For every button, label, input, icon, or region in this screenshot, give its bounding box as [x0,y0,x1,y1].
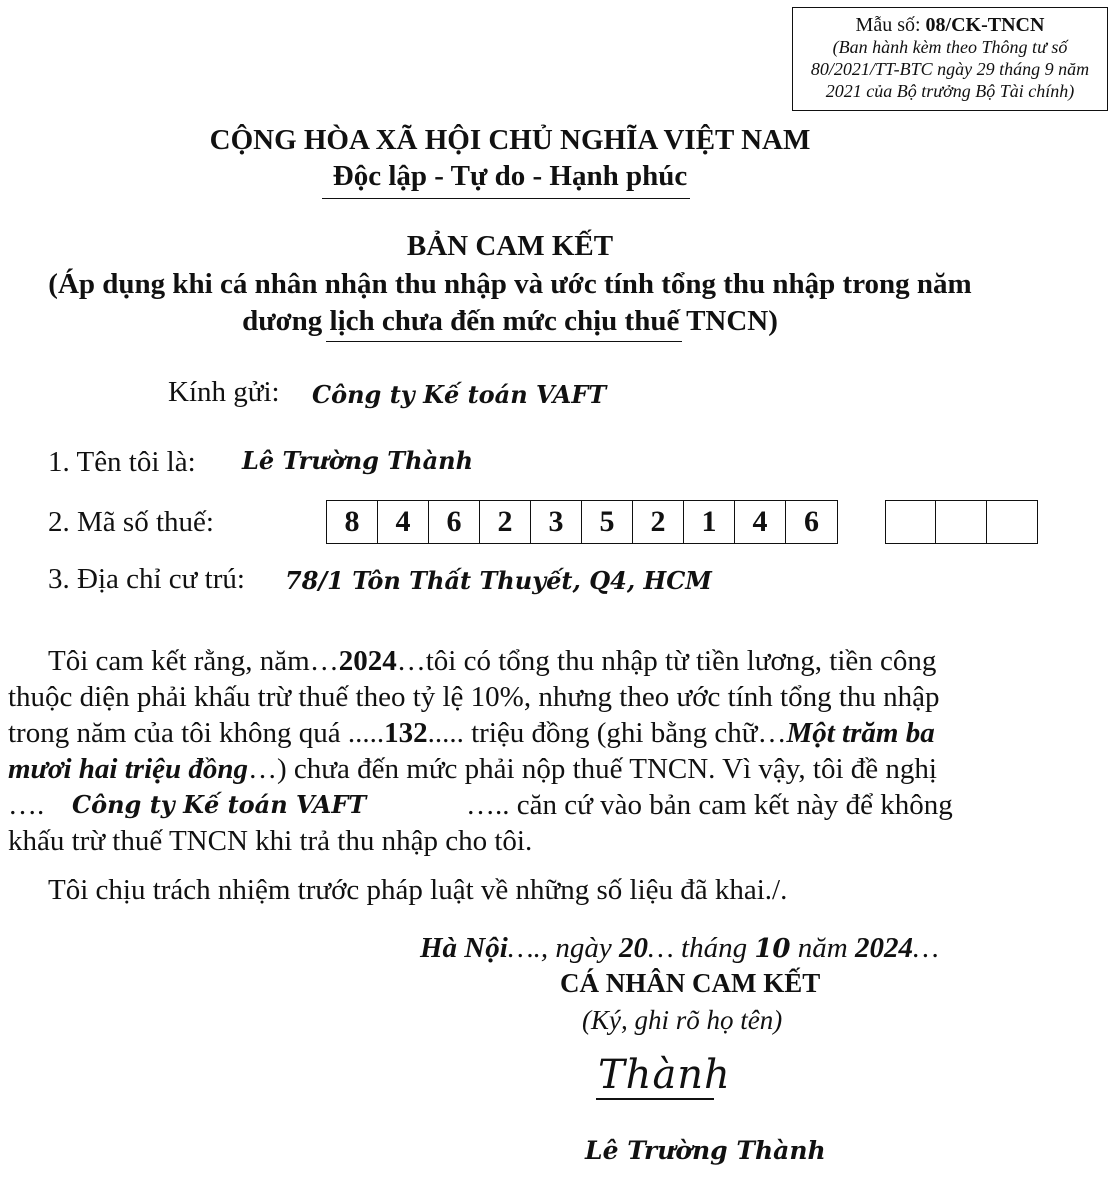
tax-digit-box[interactable]: 2 [633,501,684,543]
tax-digit-box[interactable]: 6 [429,501,480,543]
tax-digit-box[interactable]: 6 [804,505,819,538]
place-name[interactable]: Hà Nội [420,932,508,964]
commitment-company[interactable]: Công ty Kế toán VAFT [72,790,367,819]
amount-words-part2[interactable]: mươi hai triệu đồng [8,753,249,785]
tax-digit-empty-box[interactable] [936,501,986,543]
address-label: 3. Địa chỉ cư trú: [48,563,245,595]
tax-digit-box[interactable]: 2 [480,501,531,543]
date-year[interactable]: 2024 [854,932,913,964]
signature-underline [596,1098,714,1100]
tax-digit-box[interactable]: 3 [531,501,582,543]
commitment-line1: Tôi cam kết rằng, năm…2024…tôi có tổng thu nhập từ tiền lương, tiền công [48,645,937,677]
signer-name[interactable]: Lê Trường Thành [585,1136,826,1165]
motto-underline [322,198,690,199]
nation-heading: CỘNG HÒA XÃ HỘI CHỦ NGHĨA VIỆT NAM [209,124,811,156]
form-code-value: 08/CK-TNCN [925,14,1045,36]
tax-digit-empty-box[interactable] [987,501,1037,543]
commitment-line4: mươi hai triệu đồng…) chưa đến mức phải nộp thuế TNCN. Vì vậy, tôi đề nghị [8,753,937,785]
amount-words-part1[interactable]: Một trăm ba [786,717,935,749]
responsibility-statement: Tôi chịu trách nhiệm trước pháp luật về những số liệu đã khai./. [48,874,788,906]
commitment-line2: thuộc diện phải khấu trừ thuế theo tỷ lệ 10%, nhưng theo ước tính tổng thu nhập [8,681,940,713]
tax-digit-box[interactable]: 5 [582,501,633,543]
tax-code-extra-boxes[interactable] [885,500,1038,544]
document-title: BẢN CAM KẾT [406,230,614,262]
tax-digit-box[interactable]: 8 [327,501,378,543]
commitment-line5-end: ….. căn cứ vào bản cam kết này để không [466,789,953,821]
document-subtitle-line1: (Áp dụng khi cá nhân nhận thu nhập và ước tính tổng thu nhập trong năm [48,268,972,300]
commitment-line3: trong năm của tôi không quá .....132..... triệu đồng (ghi bằng chữ…Một trăm ba [8,717,935,749]
date-day[interactable]: 20 [618,932,648,964]
form-code: Mẫu số: 08/CK-TNCN [855,14,1045,36]
sign-instruction: (Ký, ghi rõ họ tên) [582,1005,783,1035]
tax-code-label: 2. Mã số thuế: [48,506,214,538]
signer-role: CÁ NHÂN CAM KẾT [560,968,821,998]
motto-heading: Độc lập - Tự do - Hạnh phúc [332,160,688,192]
address-value[interactable]: 78/1 Tôn Thất Thuyết, Q4, HCM [285,566,712,595]
document-subtitle-line2: dương lịch chưa đến mức chịu thuế TNCN) [242,305,778,337]
handwritten-signature: Thành [598,1052,731,1098]
commitment-year[interactable]: 2024 [338,645,397,677]
form-note-line3: 2021 của Bộ trưởng Bộ Tài chính) [825,81,1075,101]
place-date-line: Hà Nội…., ngày 20… tháng 10 năm 2024… [420,932,939,964]
commitment-line6: khấu trừ thuế TNCN khi trả thu nhập cho tôi. [8,825,533,857]
recipient-label: Kính gửi: [168,376,280,408]
tax-digit-box[interactable]: 4 [735,501,786,543]
commitment-amount[interactable]: 132 [384,717,428,749]
tax-digit-box[interactable]: 4 [378,501,429,543]
recipient-value[interactable]: Công ty Kế toán VAFT [312,380,607,409]
tax-digit-empty-box[interactable] [886,501,936,543]
tax-digit-box[interactable]: 1 [684,501,735,543]
name-label: 1. Tên tôi là: [48,446,196,478]
name-value[interactable]: Lê Trường Thành [242,446,474,475]
subtitle-underline [326,341,682,342]
form-code-box [792,7,1108,111]
commitment-line5: …. [8,789,45,821]
tax-code-boxes[interactable] [326,500,838,544]
form-note-line2: 80/2021/TT-BTC ngày 29 tháng 9 năm [810,59,1090,79]
date-month[interactable]: 10 [754,934,791,964]
form-note-line1: (Ban hành kèm theo Thông tư số [832,37,1068,57]
